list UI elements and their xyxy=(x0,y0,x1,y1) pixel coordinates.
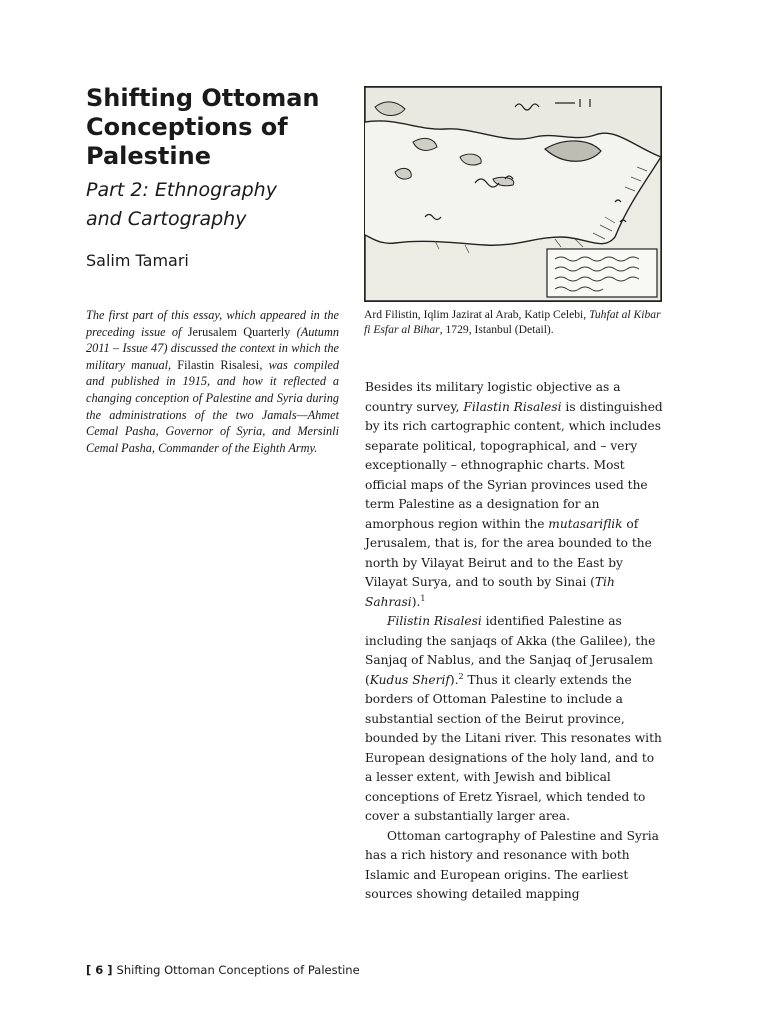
page-number: [ 6 ] xyxy=(86,963,113,977)
body-text xyxy=(365,378,665,905)
body-text-run: Besides its military logistic objective as a country survey, xyxy=(365,380,621,414)
abstract xyxy=(86,307,339,456)
abstract-text-2: (Autumn 2011 – Issue 47) discussed the context in which the military manual, xyxy=(86,324,339,372)
journal-name: Jerusalem Quarterly xyxy=(187,324,291,339)
body-text-run: Thus it clearly extends the borders of Ottoman Palestine to include a substantial section of the Beirut province, bounded by the Litani river. This resonates with European designations of the holy land, and to a lesser extent, with Jewish and biblical conceptions of Eretz Yisrael, which tended to cover a substantially larger area. xyxy=(365,672,662,823)
body-paragraph-2 xyxy=(365,612,665,827)
running-title: Shifting Ottoman Conceptions of Palestine xyxy=(116,963,360,977)
risalesi-title: Filistin Risalesi xyxy=(387,614,482,628)
abstract-text-1: The first part of this essay, which appeared in the preceding issue of xyxy=(86,308,339,339)
subtitle-line-2: and Cartography xyxy=(86,208,247,230)
tih-sahrasi-term: Tih Sahrasi xyxy=(365,575,615,609)
kudus-sherif-term: Kudus Sherif xyxy=(369,672,450,687)
page-footer xyxy=(86,963,360,977)
body-text-run: ). xyxy=(411,594,421,609)
caption-text: Ard Filistin, Iqlim Jazirat al Arab, Katip Celebi, xyxy=(364,308,590,321)
article-title: Shifting Ottoman Conceptions of Palestine xyxy=(86,84,320,170)
historical-map-image xyxy=(364,86,662,302)
body-text-run: of Jerusalem, that is, for the area bounded to the north by Vilayat Beirut and to the East by Vilayat Surya, and to south by Sinai ( xyxy=(365,516,652,589)
footnote-ref-1: 1 xyxy=(420,593,426,603)
caption-book-title: Tuhfat al Kibar fi Esfar al Bihar xyxy=(364,308,661,336)
abstract-text-3: , was compiled and published in 1915, and how it reflected a changing conception of Palestine and Syria during the administrations of the two Jamals—Ahmet Cemal Pasha, Governor of Syria, and Mersinli Cemal Pasha, Commander of the Eighth Army. xyxy=(86,357,339,455)
map-drawing xyxy=(365,87,661,301)
subtitle-line-1: Part 2: Ethnography xyxy=(86,179,277,201)
body-text-run: identified Palestine as including the sanjaqs of Akka (the Galilee), the Sanjaq of Nablus, and the Sanjaq of Jerusalem ( xyxy=(365,614,656,687)
body-text-run: is distinguished by its rich cartographic content, which includes separate political, topographical, and – very exceptionally – ethnographic charts. Most official maps of the Syrian provinces used the term Palestine as a designation for an amorphous region within the xyxy=(365,399,663,531)
article-subtitle xyxy=(86,176,356,234)
author-name: Salim Tamari xyxy=(86,251,189,270)
manual-name: Filastin Risalesi xyxy=(177,357,260,372)
mutasariflik-term: mutasariflik xyxy=(548,516,623,531)
risalesi-title: Filastin Risalesi xyxy=(463,399,562,414)
map-caption xyxy=(364,307,664,337)
body-text-run: ). xyxy=(449,672,459,687)
footnote-ref-2: 2 xyxy=(458,671,464,681)
body-paragraph-3: Ottoman cartography of Palestine and Syria has a rich history and resonance with both Islamic and European origins. The earliest sources showing detailed mapping xyxy=(365,828,659,901)
caption-date-place: , 1729, Istanbul (Detail). xyxy=(439,323,554,336)
body-paragraph-1 xyxy=(365,378,665,612)
